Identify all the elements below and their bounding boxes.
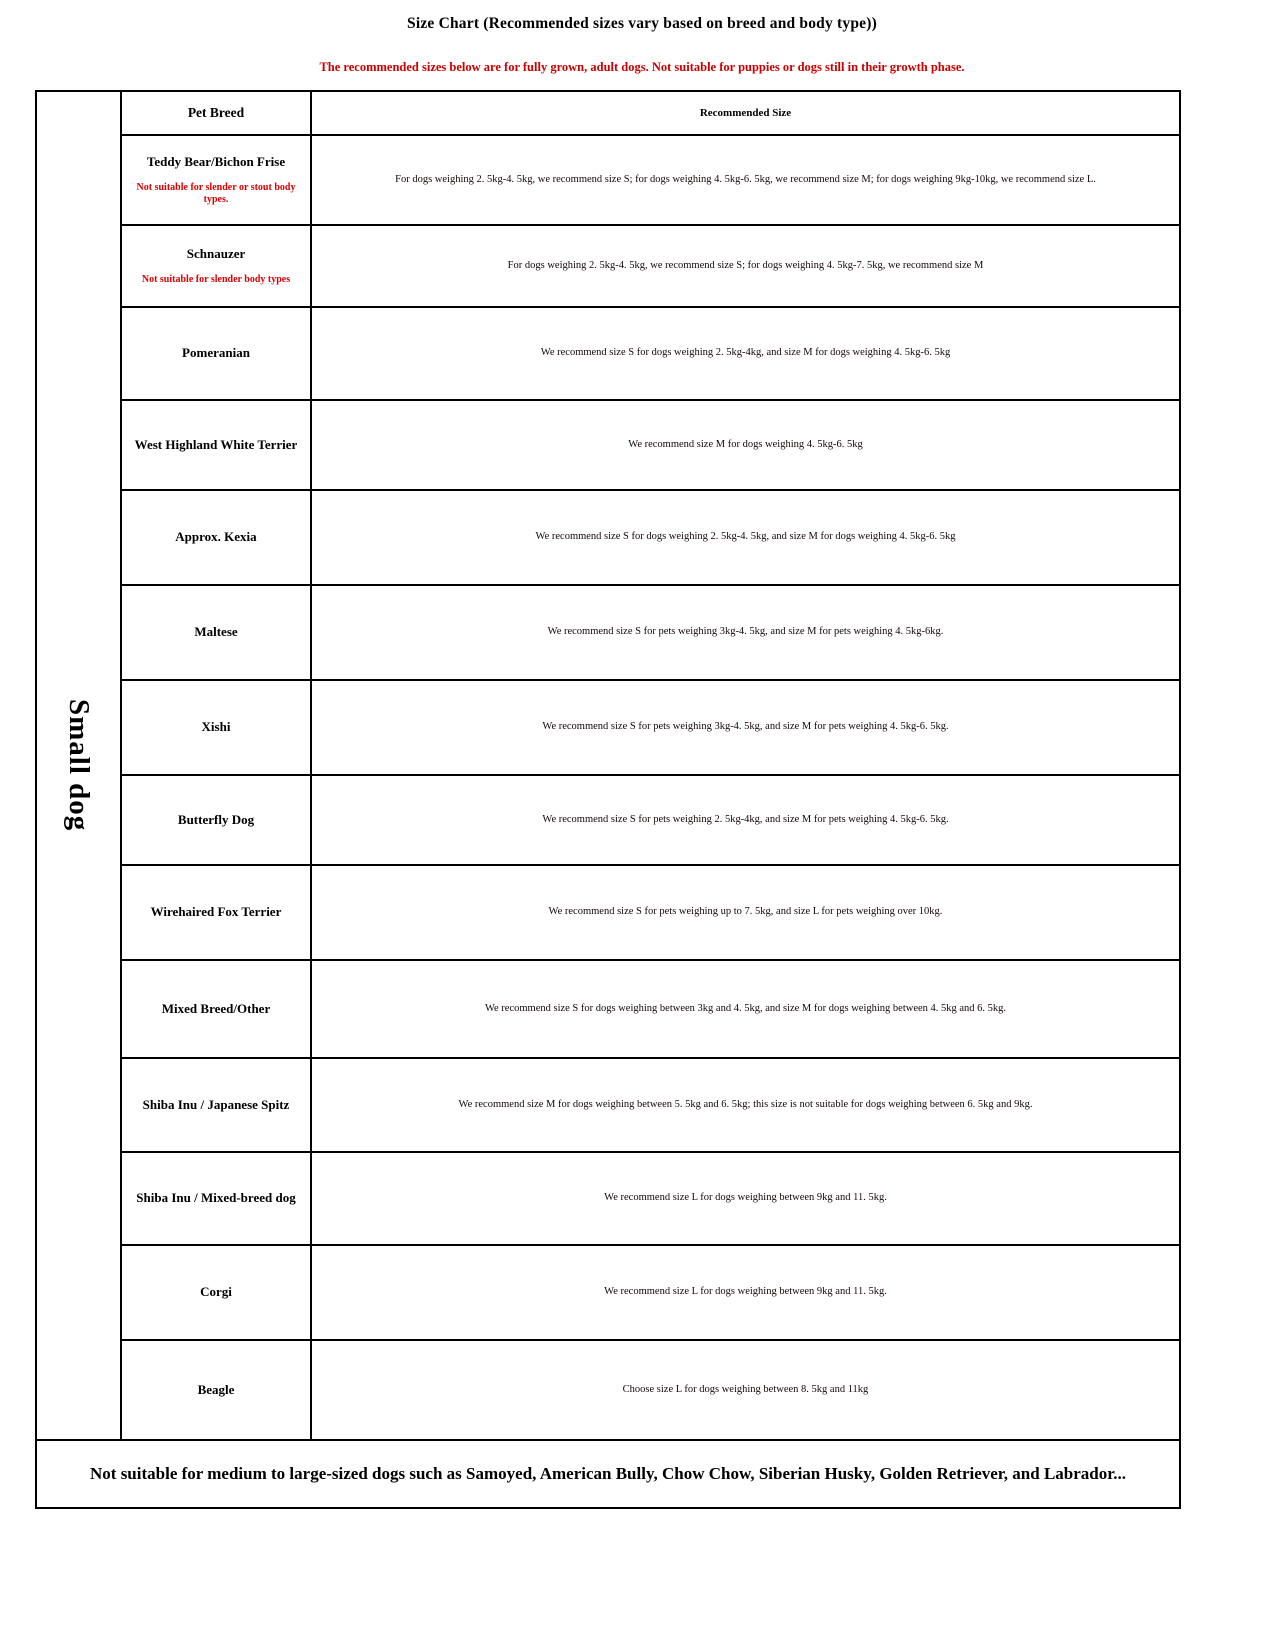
pet-breed-header-label: Pet Breed (187, 105, 245, 120)
size-recommendation: We recommend size S for pets weighing up to 7. 5kg, and size L for pets weighing over 10kg. (548, 906, 943, 918)
table-row (122, 401, 1179, 491)
table-header-row (122, 92, 1179, 136)
breed-name: Beagle (197, 1381, 235, 1397)
table-row (122, 226, 1179, 308)
breed-cell (122, 961, 312, 1057)
table-main (122, 92, 1179, 1439)
page-title: Size Chart (Recommended sizes vary based on breed and body type)) (407, 15, 877, 32)
recommended-size-header-label: Recommended Size (699, 107, 792, 119)
table-body (37, 92, 1179, 1439)
size-recommendation: We recommend size S for pets weighing 2. 5kg-4kg, and size M for pets weighing 4. 5kg-6. 5kg. (542, 813, 949, 825)
size-cell (312, 776, 1179, 864)
size-recommendation: For dogs weighing 2. 5kg-4. 5kg, we recommend size S; for dogs weighing 4. 5kg-6. 5kg, we recommend size M; for dogs weighing 9kg-10kg, we recommend size L. (395, 173, 1096, 185)
size-recommendation: We recommend size S for dogs weighing between 3kg and 4. 5kg, and size M for dogs weighing between 4. 5kg and 6. 5kg. (484, 1002, 1007, 1014)
column-header-pet-breed (122, 92, 312, 134)
table-row (122, 1246, 1179, 1341)
breed-name: Xishi (201, 719, 231, 735)
size-cell (312, 586, 1179, 679)
breed-cell (122, 401, 312, 489)
breed-cell (122, 1246, 312, 1339)
size-recommendation: We recommend size S for dogs weighing 2. 5kg-4kg, and size M for dogs weighing 4. 5kg-6. 5kg (540, 347, 951, 359)
breed-cell (122, 226, 312, 306)
size-cell (312, 1059, 1179, 1151)
breed-name: Teddy Bear/Bichon Frise (146, 153, 286, 169)
breed-name: Butterfly Dog (177, 811, 255, 827)
size-cell (312, 681, 1179, 774)
breed-cell (122, 1059, 312, 1151)
size-recommendation: For dogs weighing 2. 5kg-4. 5kg, we recommend size S; for dogs weighing 4. 5kg-7. 5kg, we recommend size M (507, 259, 984, 271)
breed-name: Schnauzer (186, 245, 246, 261)
size-cell (312, 136, 1179, 224)
column-header-recommended-size (312, 92, 1179, 134)
breed-cell (122, 136, 312, 224)
page-subtitle-warning: The recommended sizes below are for fully grown, adult dogs. Not suitable for puppies or dogs still in their growth phase. (319, 60, 965, 74)
breed-name: Wirehaired Fox Terrier (150, 904, 282, 920)
breed-cell (122, 776, 312, 864)
breed-name: Mixed Breed/Other (161, 1000, 271, 1016)
breed-name: Pomeranian (182, 345, 250, 361)
table-row (122, 586, 1179, 681)
size-cell (312, 1341, 1179, 1439)
breed-rows-container (122, 136, 1179, 1439)
breed-cell (122, 491, 312, 584)
breed-name: Shiba Inu / Japanese Spitz (142, 1096, 290, 1112)
size-cell (312, 401, 1179, 489)
table-row (122, 866, 1179, 961)
size-recommendation: We recommend size M for dogs weighing between 5. 5kg and 6. 5kg; this size is not suitable for dogs weighing between 6. 5kg and 9kg. (458, 1098, 1033, 1110)
table-footer-note: Not suitable for medium to large-sized dogs such as Samoyed, American Bully, Chow Chow, Siberian Husky, Golden Retriever, and Labrador... (37, 1439, 1179, 1507)
dog-size-group-label: Small dog (63, 699, 95, 832)
size-chart-table (35, 90, 1181, 1509)
dog-size-group-cell (37, 92, 122, 1439)
breed-cell (122, 681, 312, 774)
table-row (122, 491, 1179, 586)
size-cell (312, 491, 1179, 584)
size-cell (312, 1246, 1179, 1339)
size-recommendation: We recommend size S for pets weighing 3kg-4. 5kg, and size M for pets weighing 4. 5kg-6. 5kg. (542, 721, 949, 733)
size-recommendation: We recommend size L for dogs weighing between 9kg and 11. 5kg. (604, 1192, 887, 1204)
breed-cell (122, 1341, 312, 1439)
breed-name: Approx. Kexia (175, 529, 257, 545)
size-recommendation: We recommend size S for pets weighing 3kg-4. 5kg, and size M for pets weighing 4. 5kg-6kg. (547, 626, 944, 638)
breed-name: West Highland White Terrier (134, 436, 298, 452)
breed-name: Shiba Inu / Mixed-breed dog (136, 1190, 296, 1206)
breed-name: Corgi (200, 1284, 232, 1300)
size-cell (312, 866, 1179, 959)
breed-cell (122, 1153, 312, 1244)
breed-note: Not suitable for slender or stout body types. (136, 182, 296, 206)
size-cell (312, 961, 1179, 1057)
breed-cell (122, 308, 312, 399)
size-cell (312, 226, 1179, 306)
table-row (122, 308, 1179, 401)
table-row (122, 1153, 1179, 1246)
size-recommendation: We recommend size L for dogs weighing between 9kg and 11. 5kg. (604, 1286, 887, 1298)
breed-note: Not suitable for slender body types (141, 274, 291, 286)
table-row (122, 961, 1179, 1059)
table-row (122, 136, 1179, 226)
size-cell (312, 1153, 1179, 1244)
table-row (122, 1341, 1179, 1439)
size-recommendation: Choose size L for dogs weighing between 8. 5kg and 11kg (622, 1383, 869, 1395)
table-row (122, 776, 1179, 866)
breed-cell (122, 586, 312, 679)
size-recommendation: We recommend size S for dogs weighing 2. 5kg-4. 5kg, and size M for dogs weighing 4. 5kg-6. 5kg (535, 531, 956, 543)
table-row (122, 1059, 1179, 1153)
size-cell (312, 308, 1179, 399)
breed-name: Maltese (194, 624, 238, 640)
breed-cell (122, 866, 312, 959)
size-recommendation: We recommend size M for dogs weighing 4. 5kg-6. 5kg (628, 438, 863, 450)
table-row (122, 681, 1179, 776)
